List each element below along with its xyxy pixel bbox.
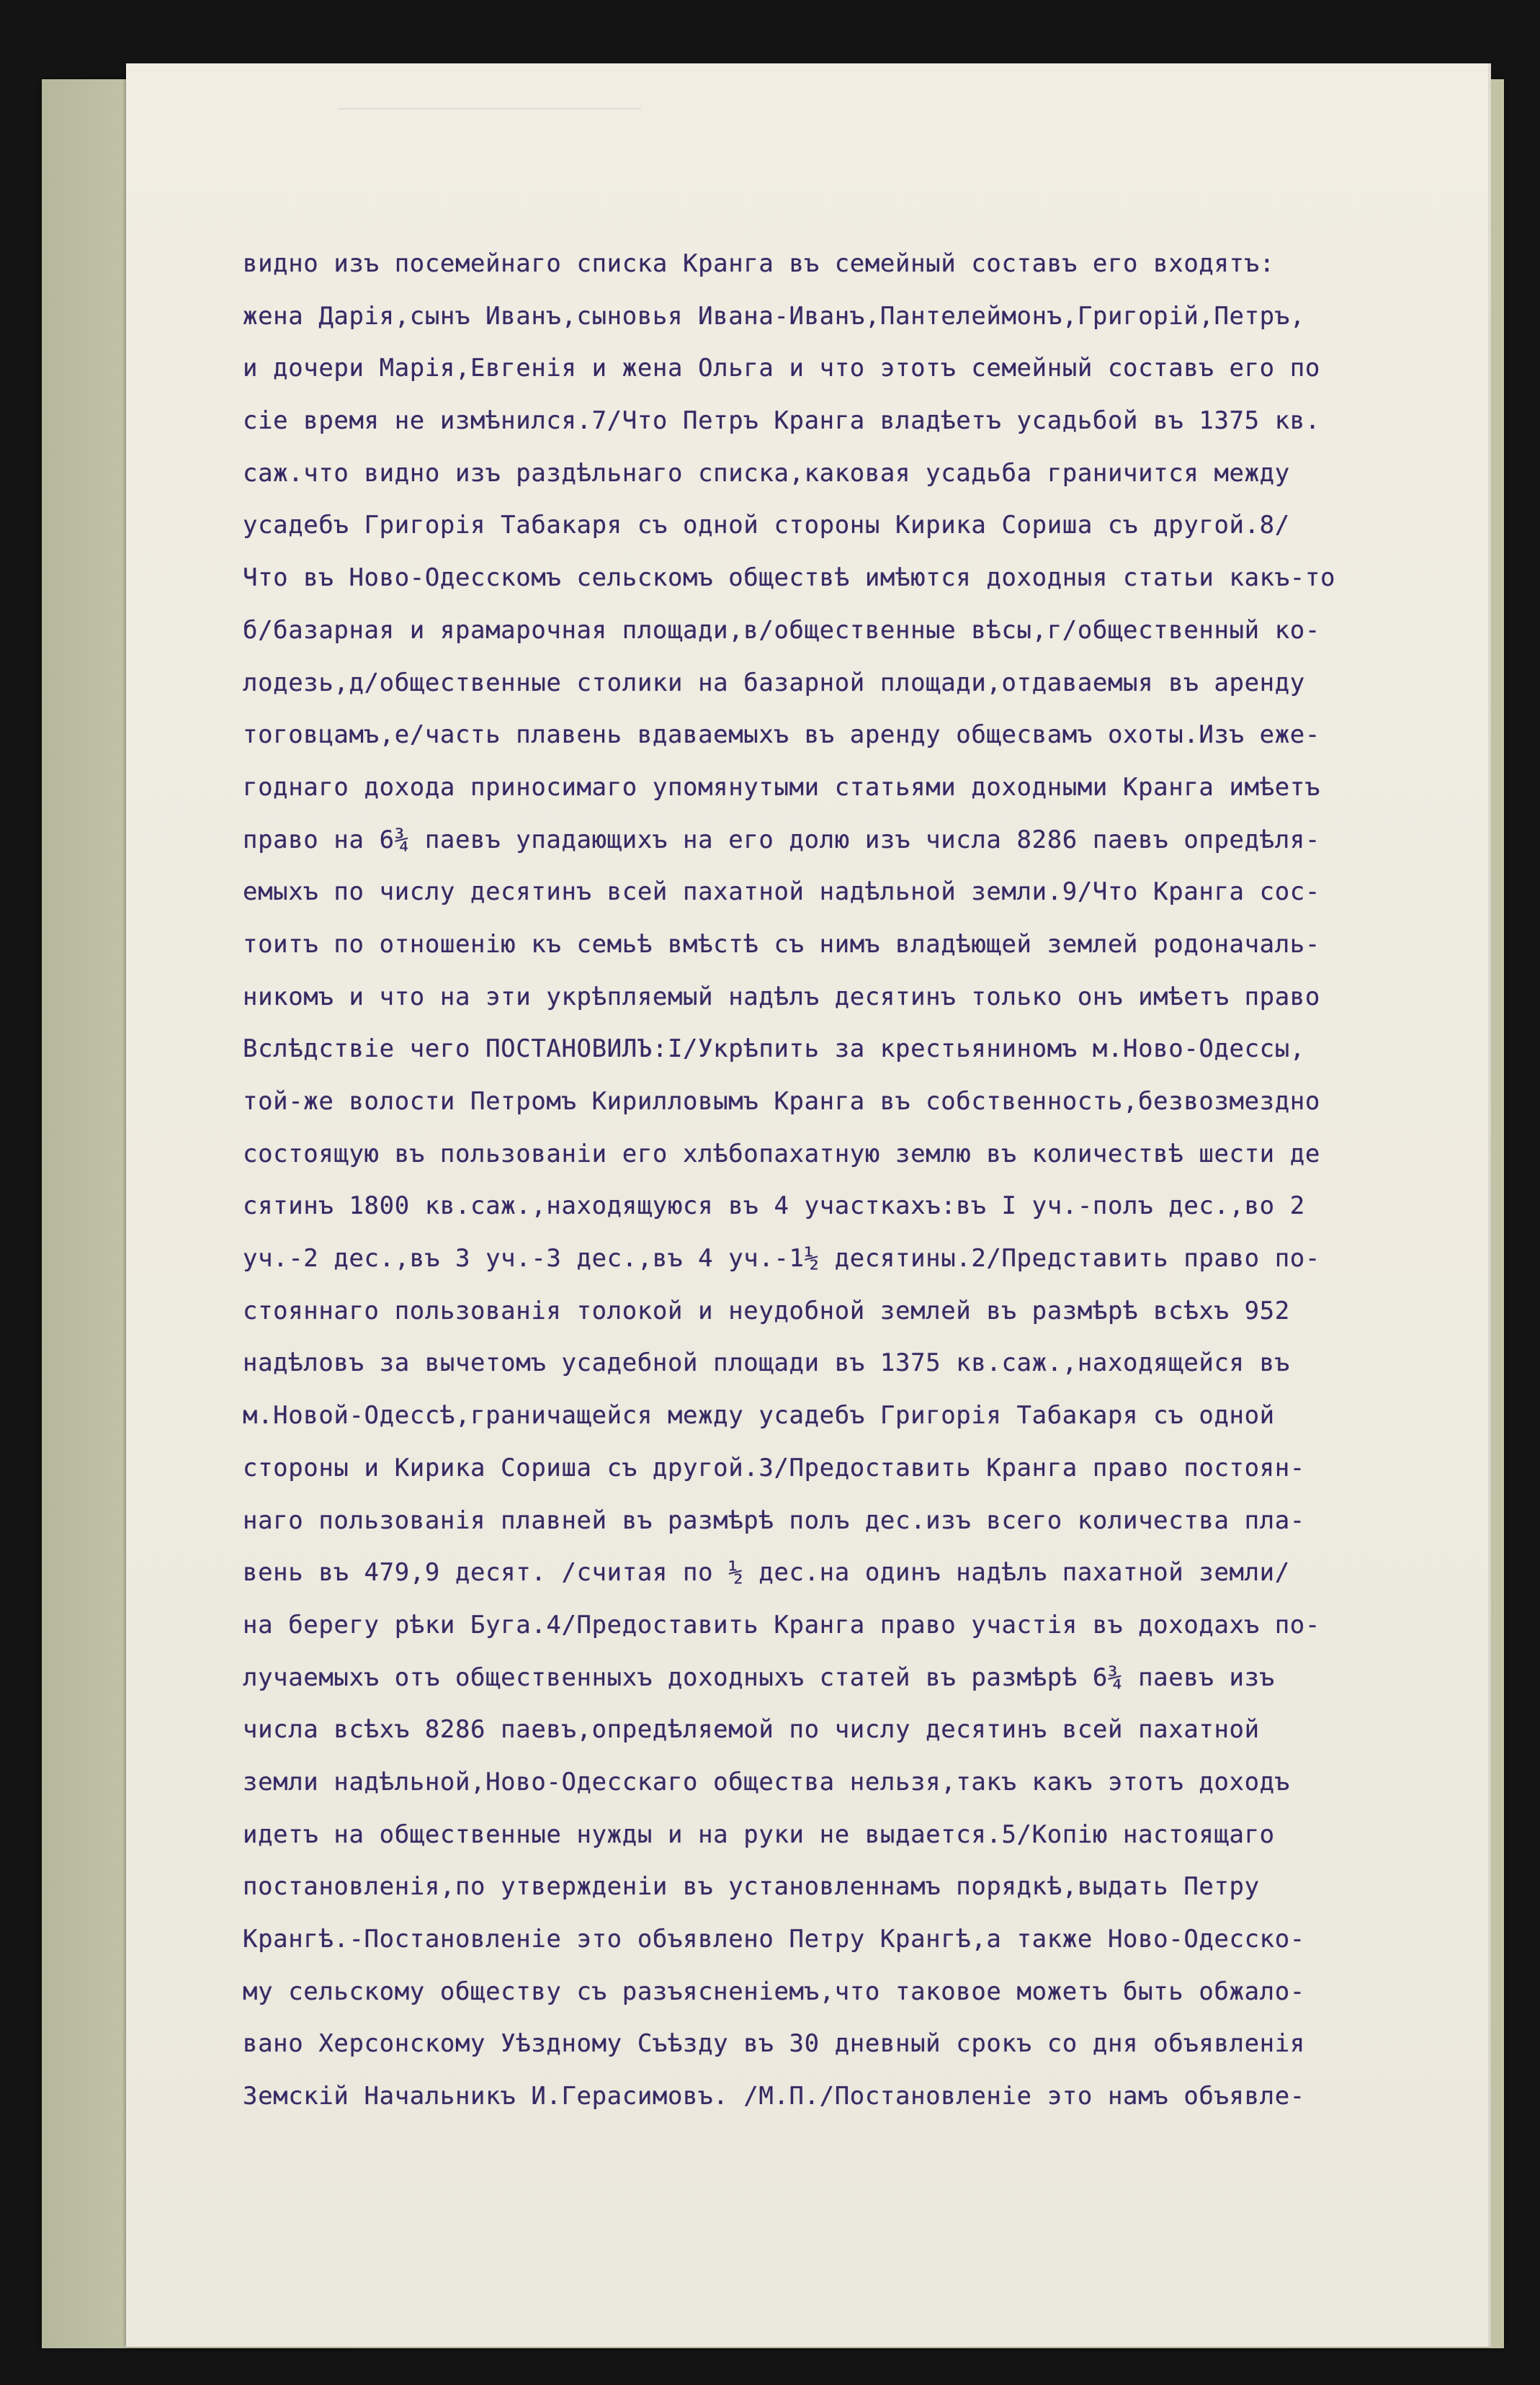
- text-line: сятинъ 1800 кв.саж.,находящуюся въ 4 участкахъ:въ I уч.-полъ дес.,во 2: [243, 1191, 1305, 1221]
- text-line: стороны и Кирика Сориша съ другой.3/Предоставить Кранга право постоян-: [243, 1453, 1305, 1482]
- text-line: право на 6¾ паевъ упадающихъ на его долю изъ числа 8286 паевъ опредѣля-: [243, 825, 1320, 854]
- text-line: Что въ Ново-Одесскомъ сельскомъ обществѣ имѣются доходныя статьи какъ-то: [243, 563, 1336, 593]
- text-line: и дочери Марія,Евгенія и жена Ольга и что этотъ семейный составъ его по: [243, 354, 1320, 383]
- text-line: м.Новой-Одессѣ,граничащейся между усадебъ Григорія Табакаря съ одной: [243, 1401, 1275, 1431]
- text-line: постановленія,по утвержденіи въ установленнамъ порядкѣ,выдать Петру: [243, 1872, 1260, 1902]
- text-line: вень въ 479,9 десят. /считая по ½ дес.на одинъ надѣлъ пахатной земли/: [243, 1558, 1290, 1588]
- text-line: той-же волости Петромъ Кирилловымъ Кранга въ собственность,безвозмездно: [243, 1087, 1320, 1116]
- text-line: на берегу рѣки Буга.4/Предоставить Кранга право участія въ доходахъ по-: [243, 1610, 1320, 1639]
- text-line: видно изъ посемейнаго списка Кранга въ семейный составъ его входятъ:: [243, 249, 1275, 278]
- text-line: числа всѣхъ 8286 паевъ,опредѣляемой по числу десятинъ всей пахатной: [243, 1715, 1260, 1745]
- text-line: Вслѣдствіе чего ПОСТАНОВИЛЪ:I/Укрѣпить за крестьяниномъ м.Ново-Одессы,: [243, 1034, 1305, 1064]
- text-line: б/базарная и ярамарочная площади,в/общественные вѣсы,г/общественный ко-: [243, 615, 1320, 645]
- text-line: наго пользованія плавней въ размѣрѣ полъ дес.изъ всего количества пла-: [243, 1505, 1305, 1535]
- text-line: стояннаго пользованія толокой и неудобной землей въ размѣрѣ всѣхъ 952: [243, 1296, 1290, 1325]
- text-line: лодезь,д/общественные столики на базарной площади,отдаваемыя въ аренду: [243, 668, 1305, 697]
- text-line: никомъ и что на эти укрѣпляемый надѣлъ десятинъ только онъ имѣетъ право: [243, 982, 1320, 1011]
- text-line: Крангѣ.-Постановленіе это объявлено Петру Крангѣ,а также Ново-Одесско-: [243, 1925, 1305, 1954]
- text-line: земли надѣльной,Ново-Одесскаго общества нельзя,такъ какъ этотъ доходъ: [243, 1767, 1290, 1796]
- text-line: тоитъ по отношенію къ семьѣ вмѣстѣ съ нимъ владѣющей землей родоначаль-: [243, 929, 1320, 959]
- typed-text-body: [243, 238, 1500, 2123]
- text-line: идетъ на общественные нужды и на руки не выдается.5/Копію настоящаго: [243, 1820, 1275, 1849]
- text-line: состоящую въ пользованіи его хлѣбопахатную землю въ количествѣ шести де: [243, 1139, 1320, 1168]
- bleed-through-mark: [339, 108, 641, 109]
- text-line: емыхъ по числу десятинъ всей пахатной надѣльной земли.9/Что Кранга сос-: [243, 877, 1320, 907]
- text-line: вано Херсонскому Уѣздному Съѣзду въ 30 дневный срокъ со дня объявленія: [243, 2029, 1305, 2059]
- text-line: жена Дарія,сынъ Иванъ,сыновья Ивана-Иванъ,Пантелеймонъ,Григорій,Петръ,: [243, 301, 1305, 331]
- text-line: уч.-2 дес.,въ 3 уч.-3 дес.,въ 4 уч.-1½ десятины.2/Представить право по-: [243, 1244, 1320, 1274]
- text-line: надѣловъ за вычетомъ усадебной площади въ 1375 кв.саж.,находящейся въ: [243, 1348, 1290, 1378]
- text-line: сіе время не измѣнился.7/Что Петръ Кранга владѣетъ усадьбой въ 1375 кв.: [243, 406, 1320, 436]
- text-line: саж.что видно изъ раздѣльнаго списка,каковая усадьба граничится между: [243, 458, 1290, 488]
- text-line: лучаемыхъ отъ общественныхъ доходныхъ статей въ размѣрѣ 6¾ паевъ изъ: [243, 1663, 1275, 1692]
- text-line: годнаго дохода приносимаго упомянутыми статьями доходными Кранга имѣетъ: [243, 772, 1320, 802]
- text-line: тоговцамъ,е/часть плавень вдаваемыхъ въ аренду общесвамъ охоты.Изъ еже-: [243, 720, 1320, 750]
- text-line: Земскій Начальникъ И.Герасимовъ. /М.П./Постановленіе это намъ объявле-: [243, 2082, 1305, 2111]
- text-line: усадебъ Григорія Табакаря съ одной стороны Кирика Сориша съ другой.8/: [243, 511, 1290, 540]
- text-line: му сельскому обществу съ разъясненіемъ,что таковое можетъ быть обжало-: [243, 1977, 1305, 2006]
